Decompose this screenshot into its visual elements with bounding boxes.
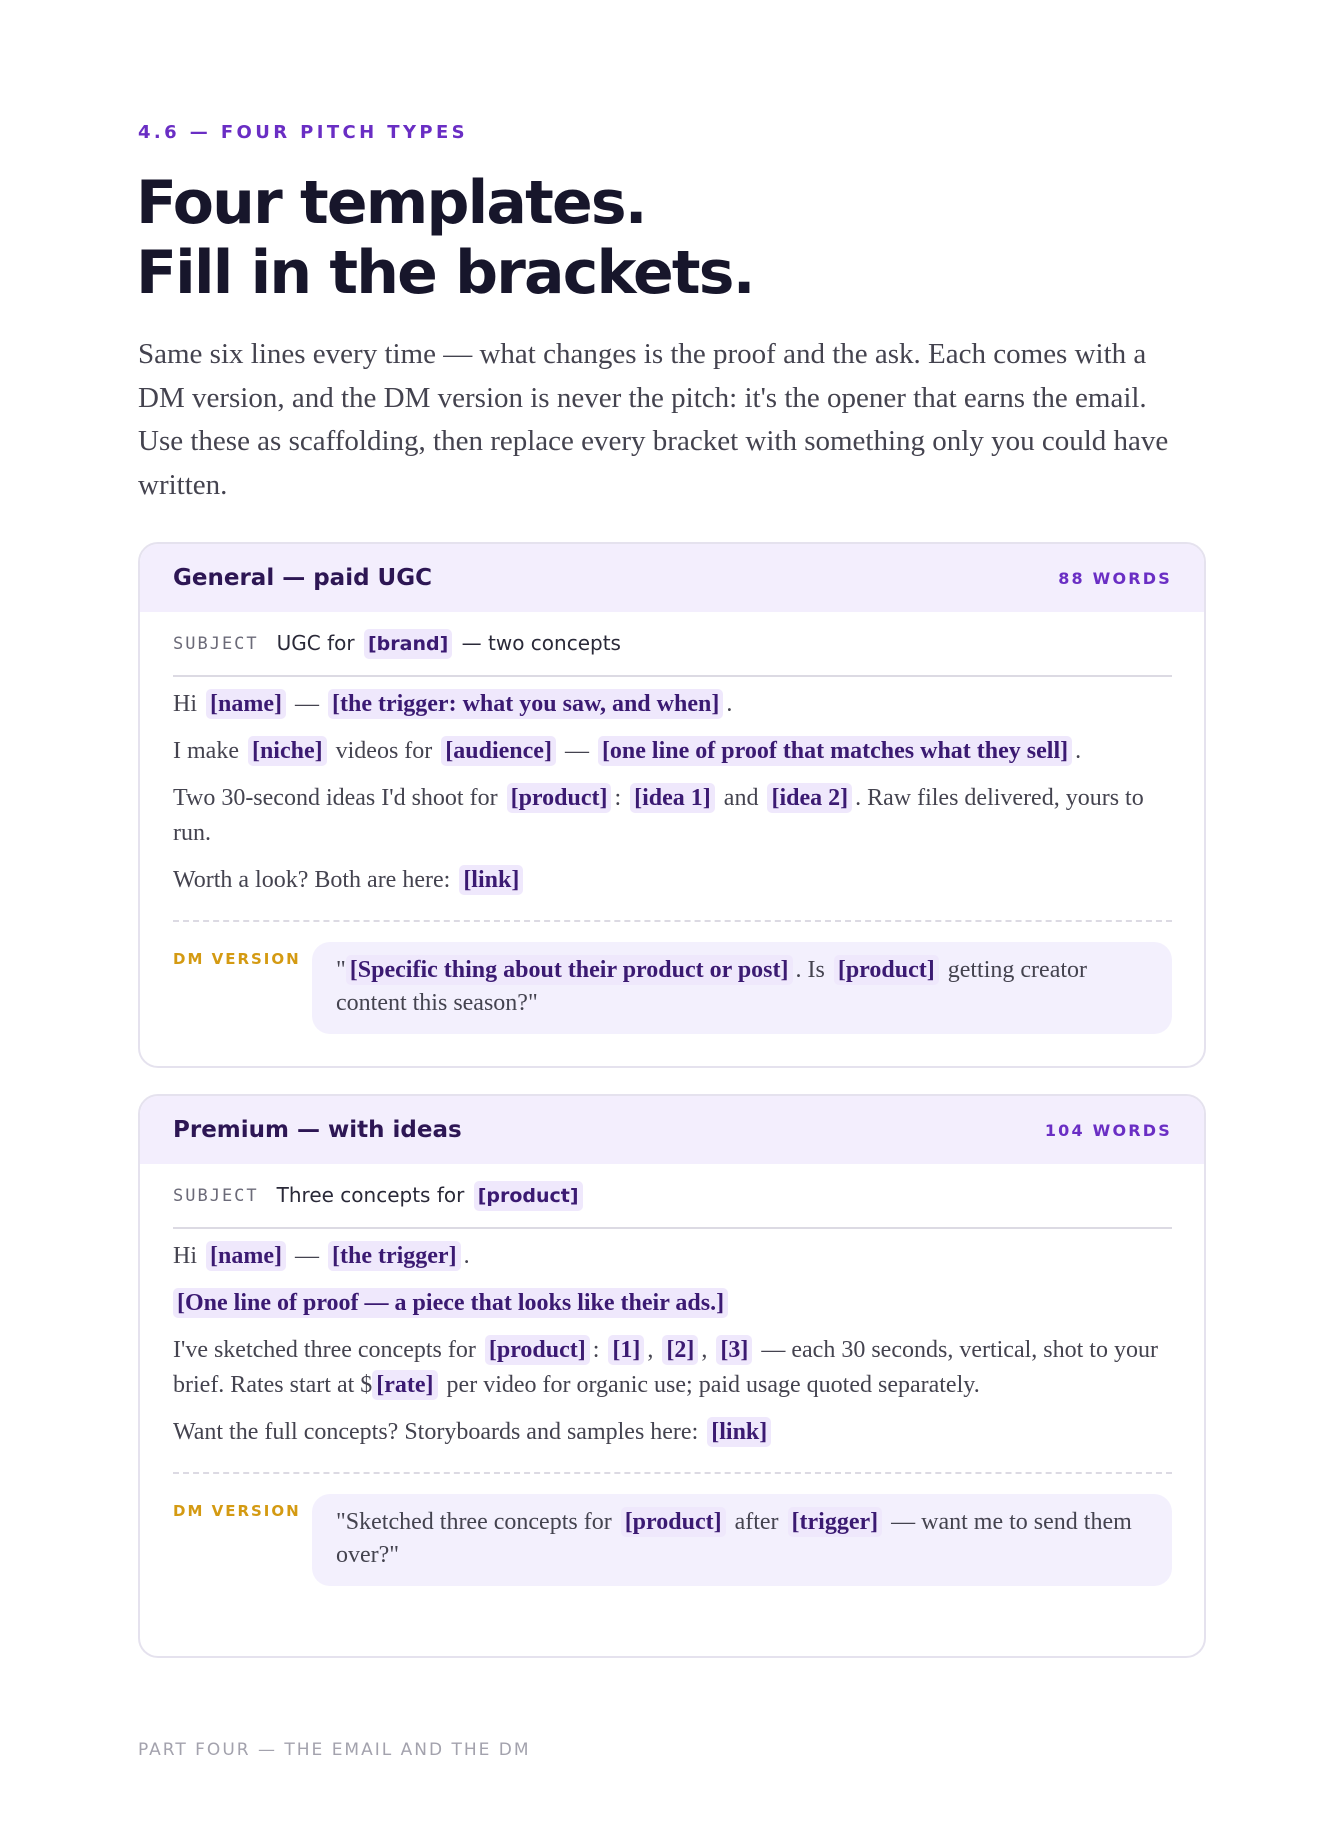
email-line — [173, 1333, 1172, 1403]
bracket-placeholder: [rate] — [372, 1370, 437, 1400]
card-header — [140, 1096, 1204, 1164]
card-body — [140, 1164, 1204, 1586]
bracket-placeholder: [product] — [474, 1181, 583, 1211]
dm-message-bubble — [312, 942, 1172, 1034]
title-line-1: Four templates. — [136, 168, 646, 238]
section-kicker: 4.6 — FOUR PITCH TYPES — [138, 122, 469, 143]
email-line — [173, 1286, 1172, 1321]
card-title: General — paid UGC — [173, 565, 432, 591]
card-body — [140, 612, 1204, 1034]
text-run: , — [701, 1337, 708, 1363]
bracket-placeholder: [idea 2] — [767, 783, 852, 813]
text-run: . — [726, 691, 733, 717]
subject-line — [173, 612, 1172, 677]
subject-text-part: UGC for — [276, 630, 355, 655]
text-run: Want the full concepts? Storyboards and samples here: — [173, 1419, 699, 1445]
text-run: Hi — [173, 1243, 197, 1269]
text-run: — — [294, 691, 319, 717]
subject-text-part: — two concepts — [461, 630, 621, 655]
text-run: — — [564, 738, 589, 764]
bracket-placeholder: [the trigger: what you saw, and when] — [328, 689, 723, 719]
text-run: . Raw files delivered, yours to run. — [173, 785, 1144, 846]
subject-text — [277, 1181, 586, 1211]
bracket-placeholder: [name] — [206, 689, 286, 719]
bracket-placeholder: [the trigger] — [328, 1241, 461, 1271]
bracket-placeholder: [2] — [662, 1335, 698, 1365]
bracket-placeholder: [link] — [707, 1417, 771, 1447]
bracket-placeholder: [Specific thing about their product or post] — [346, 955, 793, 985]
page-footer: PART FOUR — THE EMAIL AND THE DM — [138, 1740, 531, 1760]
text-run: " — [336, 957, 346, 983]
text-run: — each 30 seconds, vertical, shot to your brief. Rates start at $ — [173, 1337, 1158, 1398]
template-card-premium — [138, 1094, 1206, 1658]
text-run: — — [294, 1243, 319, 1269]
page-title — [136, 168, 754, 308]
email-line — [173, 734, 1172, 769]
bracket-placeholder: [trigger] — [788, 1507, 883, 1537]
text-run: : — [614, 785, 622, 811]
subject-label: SUBJECT — [173, 1185, 259, 1206]
text-run: videos for — [335, 738, 433, 764]
email-line — [173, 1415, 1172, 1450]
bracket-placeholder: [audience] — [441, 736, 556, 766]
template-card-general — [138, 542, 1206, 1068]
subject-line — [173, 1164, 1172, 1229]
text-run: , — [647, 1337, 654, 1363]
text-run: . — [1075, 738, 1082, 764]
subject-text — [277, 629, 621, 659]
email-line — [173, 781, 1172, 851]
bracket-placeholder: [one line of proof that matches what they sell] — [598, 736, 1072, 766]
dm-message-bubble — [312, 1494, 1172, 1586]
subject-label: SUBJECT — [173, 633, 259, 654]
bracket-placeholder: [link] — [459, 865, 523, 895]
email-line — [173, 1239, 1172, 1274]
dm-version-row — [173, 920, 1172, 1034]
text-run: . Is — [795, 957, 825, 983]
card-title: Premium — with ideas — [173, 1117, 462, 1143]
dm-version-row — [173, 1472, 1172, 1586]
email-line — [173, 687, 1172, 722]
bracket-placeholder: [product] — [834, 955, 939, 985]
text-run: I've sketched three concepts for — [173, 1337, 476, 1363]
text-run: Two 30-second ideas I'd shoot for — [173, 785, 498, 811]
dm-version-label: DM VERSION — [173, 1502, 301, 1520]
bracket-placeholder: [product] — [507, 783, 612, 813]
text-run: Worth a look? Both are here: — [173, 867, 451, 893]
text-run: and — [723, 785, 759, 811]
text-run: after — [734, 1509, 779, 1535]
word-count-badge: 104 WORDS — [1044, 1120, 1172, 1140]
dm-version-label: DM VERSION — [173, 950, 301, 968]
title-line-2: Fill in the brackets. — [136, 238, 754, 308]
bracket-placeholder: [product] — [485, 1335, 590, 1365]
text-run: "Sketched three concepts for — [336, 1509, 612, 1535]
text-run: per video for organic use; paid usage quoted separately. — [446, 1372, 980, 1398]
text-run: Hi — [173, 691, 197, 717]
card-header — [140, 544, 1204, 612]
intro-paragraph: Same six lines every time — what changes is the proof and the ask. Each comes with a DM version, and the DM version is never the pitch: it's the opener that earns the email. Use these as scaffolding, then replace every bracket with something only you could have written. — [138, 338, 1169, 501]
bracket-placeholder: [brand] — [364, 629, 452, 659]
bracket-placeholder: [One line of proof — a piece that looks like their ads.] — [173, 1288, 728, 1318]
bracket-placeholder: [name] — [206, 1241, 286, 1271]
bracket-placeholder: [niche] — [248, 736, 327, 766]
text-run: I make — [173, 738, 239, 764]
bracket-placeholder: [3] — [716, 1335, 752, 1365]
email-line — [173, 863, 1172, 898]
bracket-placeholder: [1] — [608, 1335, 644, 1365]
text-run: . — [463, 1243, 470, 1269]
word-count-badge: 88 WORDS — [1058, 568, 1172, 588]
bracket-placeholder: [idea 1] — [630, 783, 715, 813]
subject-text-part: Three concepts for — [276, 1182, 465, 1207]
text-run: getting creator content this season?" — [336, 957, 1087, 1016]
bracket-placeholder: [product] — [621, 1507, 726, 1537]
text-run: : — [592, 1337, 600, 1363]
text-run: — want me to send them over?" — [336, 1509, 1132, 1568]
